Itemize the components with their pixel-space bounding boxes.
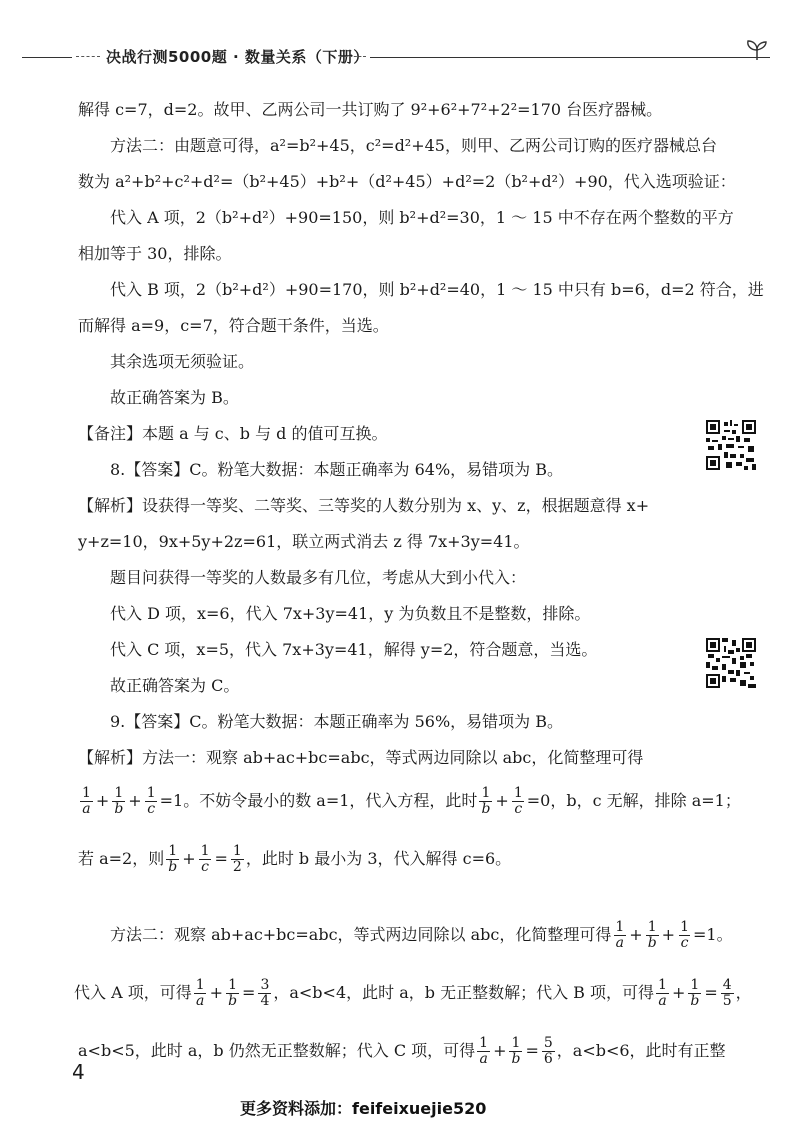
fraction: $\frac{1}{b}$ bbox=[511, 1034, 521, 1067]
fraction: $\frac{1}{a}$ bbox=[82, 784, 91, 817]
text-line: 代入 B 项，2（b²+d²）+90=170，则 b²+d²=40，1 ～ 15 中只有 b=6，d=2 符合，进 bbox=[110, 280, 764, 299]
page-number: 4 bbox=[72, 1060, 85, 1084]
footer-note: 更多资料添加：feifeixuejie520 bbox=[240, 1099, 487, 1118]
fraction: $\frac{1}{b}$ bbox=[647, 918, 657, 951]
text-line: 相加等于 30，排除。 bbox=[78, 244, 232, 263]
fraction: $\frac{1}{c}$ bbox=[513, 784, 523, 817]
text-line: 故正确答案为 C。 bbox=[110, 676, 240, 695]
fraction: $\frac{4}{5}$ bbox=[722, 976, 732, 1009]
fraction: $\frac{1}{b}$ bbox=[168, 842, 178, 875]
qr-code-icon[interactable] bbox=[706, 420, 756, 470]
answer-line: 9.【答案】C。粉笔大数据：本题正确率为 56%，易错项为 B。 bbox=[110, 712, 564, 731]
fraction: $\frac{1}{c}$ bbox=[200, 842, 210, 875]
fraction: $\frac{1}{b}$ bbox=[481, 784, 491, 817]
fraction: $\frac{1}{b}$ bbox=[114, 784, 124, 817]
fraction: $\frac{3}{4}$ bbox=[260, 976, 270, 1009]
header-rule-left bbox=[22, 57, 72, 58]
text-line: 故正确答案为 B。 bbox=[110, 388, 239, 407]
header-dashes-left bbox=[76, 56, 100, 57]
book-title: 决战行测5000题 · 数量关系（下册） bbox=[106, 48, 369, 66]
fraction: $\frac{1}{c}$ bbox=[146, 784, 156, 817]
fraction: $\frac{1}{2}$ bbox=[232, 842, 242, 875]
fraction: $\frac{1}{c}$ bbox=[680, 918, 689, 951]
text-line: 题目问获得一等奖的人数最多有几位，考虑从大到小代入： bbox=[110, 568, 527, 587]
header-rule-right bbox=[370, 57, 770, 58]
qr-code-icon[interactable] bbox=[706, 638, 756, 688]
note-line: 【备注】本题 a 与 c、b 与 d 的值可互换。 bbox=[78, 424, 388, 443]
formula-line: 代入 A 项，可得 $\frac{1}{a}$ + $\frac{1}{b}$ = $\frac{3}{4}$ ，a<b<4，此时 a，b 无正整数解；代入 B 项，可得 $\frac{1}{a}$ + $\frac{1}{b}$ = $\frac{4}{5}$ ， bbox=[74, 976, 752, 1009]
text-line: 数为 a²+b²+c²+d²=（b²+45）+b²+（d²+45）+d²=2（b²+d²）+90，代入选项验证： bbox=[78, 172, 736, 191]
text-line: 代入 C 项，x=5，代入 7x+3y=41，解得 y=2，符合题意，当选。 bbox=[110, 640, 598, 659]
text-line: y+z=10，9x+5y+2z=61，联立两式消去 z 得 7x+3y=41。 bbox=[78, 532, 530, 551]
formula-line: 方法二：观察 ab+ac+bc=abc，等式两边同除以 abc，化简整理可得 $\frac{1}{a}$ + $\frac{1}{b}$ + $\frac{1}{c}$ =1。 bbox=[110, 918, 733, 951]
text-line: 其余选项无须验证。 bbox=[110, 352, 255, 371]
formula-line: a<b<5，此时 a，b 仍然无正整数解；代入 C 项，可得 $\frac{1}{a}$ + $\frac{1}{b}$ = $\frac{5}{6}$ ，a<b<6，此时有正整 bbox=[78, 1034, 726, 1067]
page-body bbox=[74, 96, 764, 1080]
running-header bbox=[22, 44, 772, 74]
text-line: 代入 D 项，x=6，代入 7x+3y=41，y 为负数且不是整数，排除。 bbox=[110, 604, 591, 623]
analysis-line: 【解析】方法一：观察 ab+ac+bc=abc，等式两边同除以 abc，化简整理可得 bbox=[78, 748, 644, 767]
answer-line: 8.【答案】C。粉笔大数据：本题正确率为 64%，易错项为 B。 bbox=[110, 460, 564, 479]
analysis-line: 【解析】设获得一等奖、二等奖、三等奖的人数分别为 x、y、z，根据题意得 x+ bbox=[78, 496, 650, 515]
fraction: $\frac{1}{a}$ bbox=[615, 918, 625, 951]
header-dashes-right bbox=[340, 56, 366, 57]
fraction: $\frac{1}{b}$ bbox=[690, 976, 700, 1009]
fraction: $\frac{5}{6}$ bbox=[543, 1034, 553, 1067]
text-line: 解得 c=7，d=2。故甲、乙两公司一共订购了 9²+6²+7²+2²=170 台医疗器械。 bbox=[78, 100, 663, 119]
text-line: 而解得 a=9，c=7，符合题干条件，当选。 bbox=[78, 316, 389, 335]
fraction: $\frac{1}{a}$ bbox=[658, 976, 667, 1009]
fraction: $\frac{1}{a}$ bbox=[479, 1034, 489, 1067]
text-line: 代入 A 项，2（b²+d²）+90=150，则 b²+d²=30，1 ～ 15 中不存在两个整数的平方 bbox=[110, 208, 734, 227]
sprout-icon bbox=[744, 38, 770, 62]
fraction: $\frac{1}{a}$ bbox=[195, 976, 205, 1009]
text-line: 方法二：由题意可得，a²=b²+45，c²=d²+45，则甲、乙两公司订购的医疗器械总台 bbox=[110, 136, 717, 155]
formula-line: $\frac{1}{a}$ + $\frac{1}{b}$ + $\frac{1}{c}$ =1。不妨令最小的数 a=1，代入方程，此时 $\frac{1}{b}$ + $\frac{1}{c}$ =0，b，c 无解，排除 a=1； bbox=[82, 784, 741, 817]
formula-line: 若 a=2，则 $\frac{1}{b}$ + $\frac{1}{c}$ = $\frac{1}{2}$ ，此时 b 最小为 3，代入解得 c=6。 bbox=[78, 842, 512, 875]
fraction: $\frac{1}{b}$ bbox=[228, 976, 238, 1009]
